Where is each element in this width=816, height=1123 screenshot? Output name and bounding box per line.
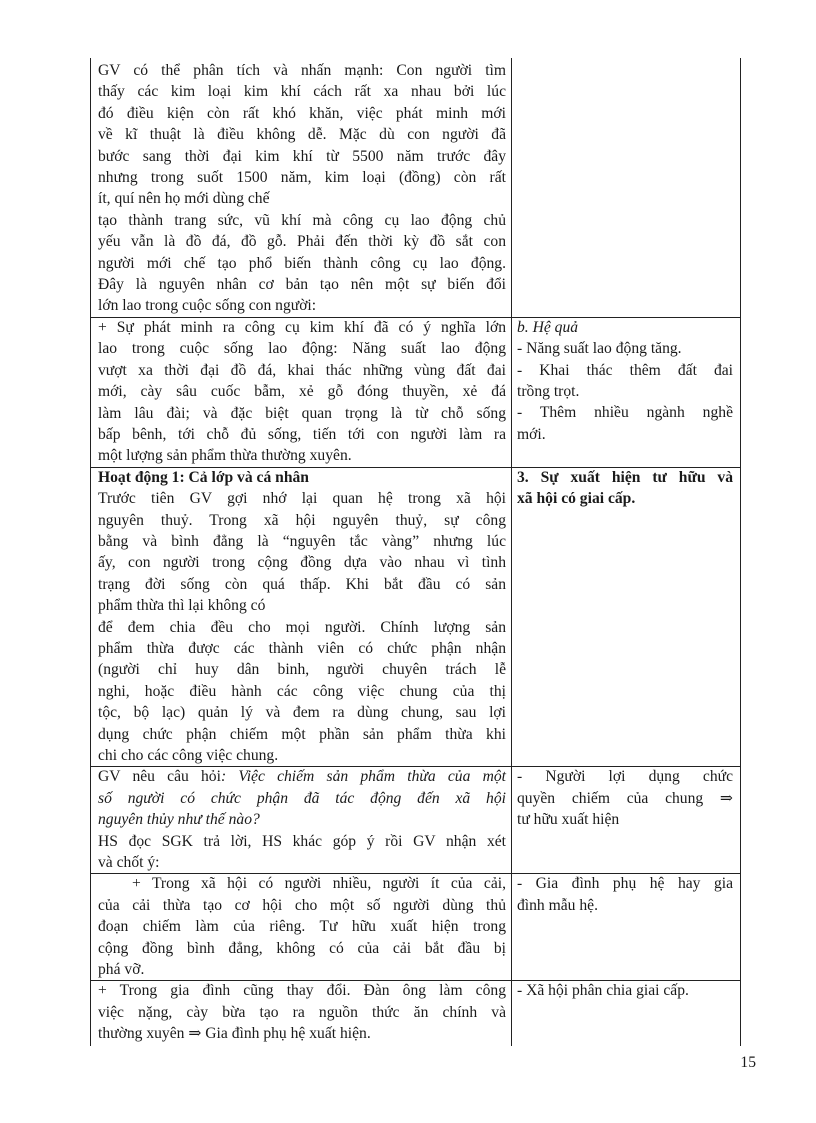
- right-column-line: xã hội có giai cấp.: [517, 490, 636, 507]
- left-column-line: ít, quí nên họ mới dùng chế: [98, 190, 270, 208]
- right-column-line: - Người lợi dụng chức: [517, 768, 733, 786]
- left-column-line: thường xuyên ⇒ Gia đình phụ hệ xuất hiện.: [98, 1025, 371, 1043]
- left-column-line: cộng đồng bình đẳng, không có của cải bắt đầu bị: [98, 939, 506, 957]
- left-column-line: để đem chia đều cho mọi người. Chính lượng sản: [98, 618, 506, 636]
- left-column-line-segment: GV nêu câu hỏi: [98, 768, 221, 786]
- left-column-line: [98, 766, 506, 787]
- left-column-line: lao trong cuộc sống lao động: Năng suất lao động: [98, 340, 506, 358]
- left-column-line: nghi, hoặc điều hành các công việc chung của thị: [98, 682, 506, 700]
- left-column-line: làm lâu đài; và đặc biệt quan trọng là từ chỗ sống: [98, 404, 506, 422]
- left-column-line: dụng chức phận chiếm một phần sản phẩm thừa khi: [98, 725, 506, 743]
- left-column-line: phẩm thừa thì lại không có: [98, 597, 266, 615]
- table-border-left: [90, 58, 91, 1046]
- left-column-line: và chốt ý:: [98, 854, 160, 872]
- left-column-line: ấy, con người trong cộng đồng dựa vào nhau vì tình: [98, 554, 506, 572]
- left-column-line: + Trong xã hội có người nhiều, người ít của cải,: [132, 875, 506, 893]
- left-column-line: nhưng trong suốt 1500 năm, kim loại (đồng) còn rất: [98, 169, 506, 187]
- right-column-line: tư hữu xuất hiện: [517, 811, 620, 828]
- content-table: [90, 58, 742, 1046]
- left-column-line: lớn lao trong cuộc sống con người:: [98, 297, 317, 315]
- right-column-line: quyền chiếm của chung ⇒: [517, 789, 733, 807]
- left-column-line: phẩm thừa được các thành viên có chức phận nhận: [98, 639, 506, 657]
- left-column-line: vượt xa thời đại đồ đá, khai thác những vùng đất đai: [98, 361, 506, 379]
- right-column-line: - Năng suất lao động tăng.: [517, 340, 682, 358]
- right-column-line: - Khai thác thêm đất đai: [517, 361, 733, 379]
- left-column-line: về kĩ thuật là điều không dễ. Mặc dù con người đã: [98, 126, 506, 144]
- left-column-line: phá vỡ.: [98, 961, 145, 979]
- table-border-right: [740, 58, 741, 1046]
- right-column-line: trồng trọt.: [517, 383, 580, 400]
- teaching-activities-column: [98, 60, 506, 1045]
- right-column-line: - Xã hội phân chia giai cấp.: [517, 982, 689, 1000]
- left-column-line: Trước tiên GV gợi nhớ lại quan hệ trong xã hội: [98, 490, 506, 508]
- left-column-line: nguyên thủy như thế nào?: [98, 811, 260, 829]
- left-column-line: nguyên thuỷ. Trong xã hội nguyên thuỷ, sự công: [98, 511, 506, 529]
- right-column-line: b. Hệ quả: [517, 318, 579, 336]
- left-column-line: một lượng sản phẩm thừa thường xuyên.: [98, 447, 352, 465]
- left-column-line: thấy các kim loại kim khí cách rất xa nhau bởi lúc: [98, 83, 506, 101]
- left-column-line: tạo thành trang sức, vũ khí mà công cụ lao động chủ: [98, 211, 506, 229]
- left-column-line: mới, cày sâu cuốc bẫm, xẻ gỗ đóng thuyền, xẻ đá: [98, 383, 506, 401]
- left-column-line: GV có thể phân tích và nhấn mạnh: Con người tìm: [98, 62, 506, 79]
- page-number: 15: [740, 1054, 756, 1071]
- left-column-line: số người có chức phận đã tác động đến xã hội: [98, 789, 506, 807]
- left-column-line: của cải thừa tạo cơ hội cho một số người dùng thủ: [98, 896, 506, 914]
- left-column-line: đó điều kiện còn rất khó khăn, việc phát minh mới: [98, 104, 506, 122]
- left-column-line: + Trong gia đình cũng thay đổi. Đàn ông làm công: [98, 982, 506, 1000]
- left-column-line: đoạn chiếm làm của riêng. Tư hữu xuất hiện trong: [98, 918, 506, 936]
- right-column-line: - Thêm nhiều ngành nghề: [517, 404, 733, 422]
- right-column-line: - Gia đình phụ hệ hay gia: [517, 875, 733, 893]
- left-column-line: chi cho các công việc chung.: [98, 747, 279, 764]
- left-column-line: yếu vẫn là đồ đá, đồ gỗ. Phải đến thời kỳ đồ sắt con: [98, 233, 506, 251]
- left-column-line: Hoạt động 1: Cả lớp và cá nhân: [98, 468, 309, 486]
- left-column-line: HS đọc SGK trả lời, HS khác góp ý rồi GV nhận xét: [98, 832, 506, 850]
- right-column-line: 3. Sự xuất hiện tư hữu và: [517, 468, 733, 486]
- left-column-line-segment: : Việc chiếm sản phẩm thừa của một: [220, 768, 506, 786]
- table-column-divider: [511, 58, 512, 1046]
- left-column-line: bước sang thời đại kim khí từ 5500 năm trước đây: [98, 147, 506, 165]
- right-column-line: mới.: [517, 425, 546, 443]
- right-column-line: đình mẫu hệ.: [517, 896, 598, 914]
- left-column-line: bằng và bình đẳng là “nguyên tắc vàng” nhưng lúc: [98, 532, 506, 550]
- left-column-line: (người chỉ huy dân binh, người chuyên trách lễ: [98, 661, 506, 679]
- left-column-line: tộc, bộ lạc) quản lý và đem ra dùng chung, sau lợi: [98, 704, 506, 722]
- left-column-line: Đây là nguyên nhân cơ bản tạo nên một sự biến đổi: [98, 276, 506, 294]
- left-column-line: + Sự phát minh ra công cụ kim khí đã có ý nghĩa lớn: [98, 318, 506, 336]
- left-column-line: bấp bênh, tới chỗ đủ sống, tiến tới con người làm ra: [98, 425, 506, 443]
- left-column-line: việc nặng, cày bừa tạo ra nguồn thức ăn chính và: [98, 1003, 506, 1021]
- left-column-line: người mới chế tạo phổ biến thành công cụ lao động.: [98, 254, 506, 272]
- left-column-line: trạng đời sống còn quá thấp. Khi bắt đầu có sản: [98, 575, 506, 593]
